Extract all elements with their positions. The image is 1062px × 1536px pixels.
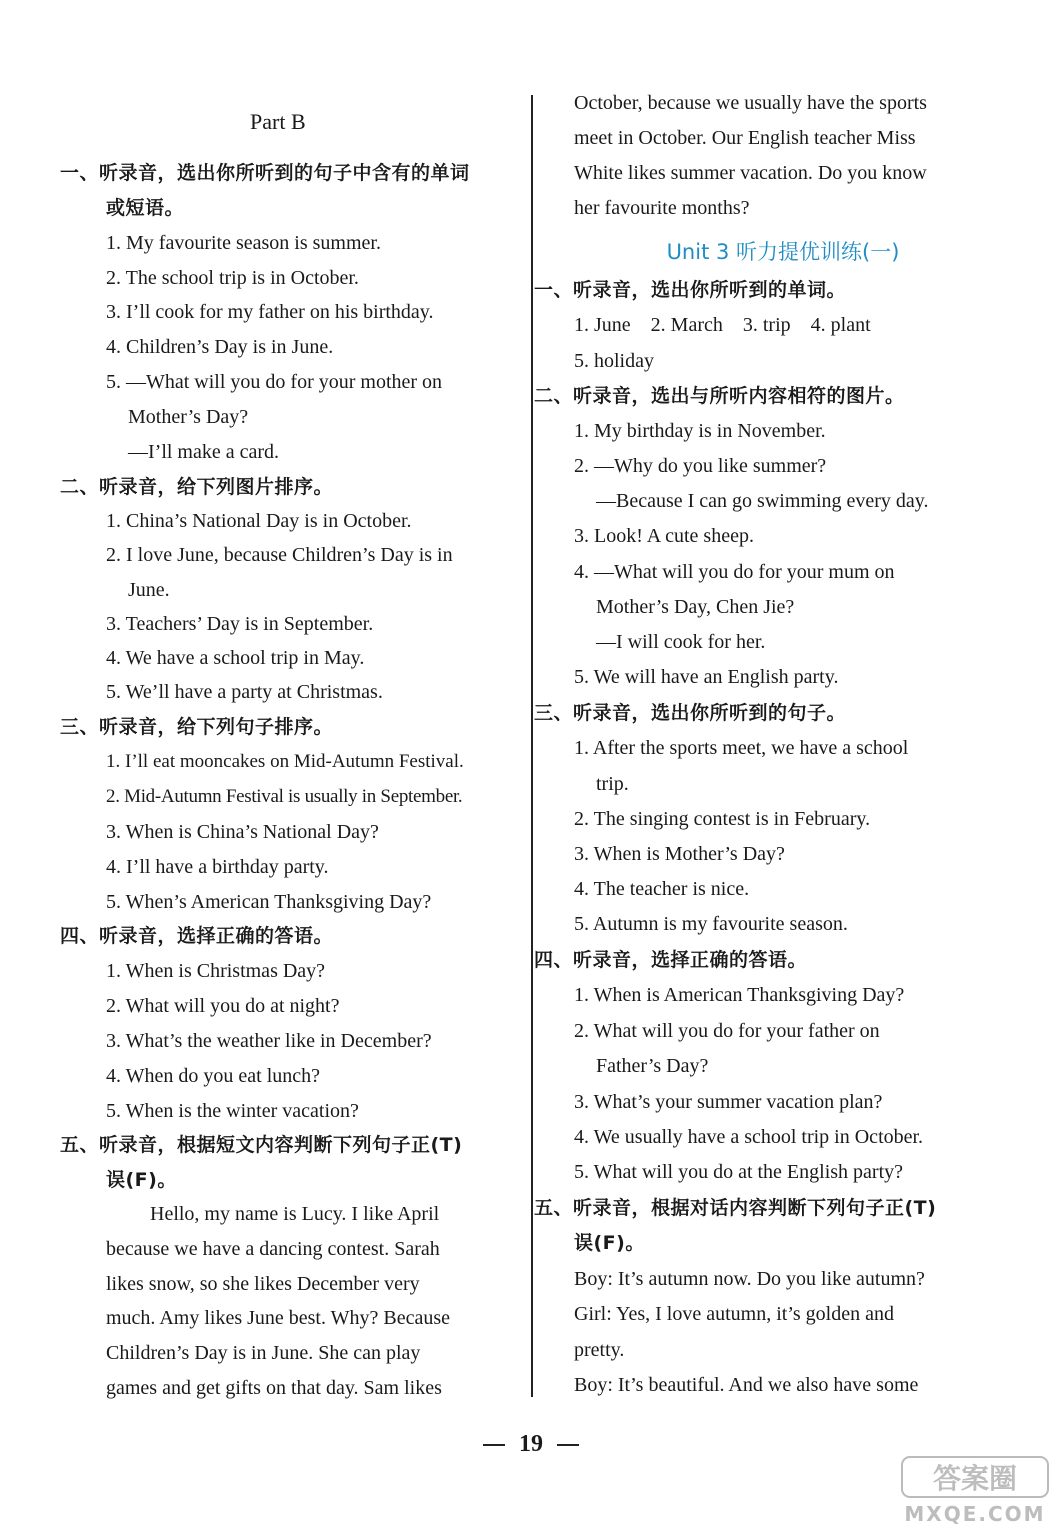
dash-left <box>483 1444 505 1446</box>
list-item-cont: trip. <box>596 773 629 795</box>
list-item-cont: Mother’s Day? <box>128 406 249 428</box>
list-item: 5. When is the winter vacation? <box>106 1100 359 1122</box>
list-item: 4. We usually have a school trip in October. <box>574 1126 924 1148</box>
list-item: 2. Mid-Autumn Festival is usually in September. <box>106 786 463 807</box>
section-heading-cont: 误(F)。 <box>106 1169 177 1191</box>
dialogue-line: pretty. <box>574 1339 625 1361</box>
dialogue-line: Boy: It’s autumn now. Do you like autumn? <box>574 1268 925 1290</box>
list-item: 3. When is China’s National Day? <box>106 821 379 843</box>
list-item-cont: —I’ll make a card. <box>128 441 280 463</box>
passage-line: games and get gifts on that day. Sam likes <box>106 1377 442 1399</box>
unit-title: Unit 3 听力提优训练(一) <box>666 240 900 264</box>
list-item: 1. I’ll eat mooncakes on Mid-Autumn Festival. <box>106 751 464 772</box>
list-item: 2. I love June, because Children’s Day is in <box>106 544 453 566</box>
list-item: 3. Teachers’ Day is in September. <box>106 613 374 635</box>
list-item: 3. What’s your summer vacation plan? <box>574 1091 883 1113</box>
section-heading-cont: 或短语。 <box>106 197 185 219</box>
list-item: 5. holiday <box>574 350 654 372</box>
passage-line: meet in October. Our English teacher Miss <box>574 127 916 149</box>
list-item-cont: —Because I can go swimming every day. <box>596 490 929 512</box>
list-item-cont: June. <box>128 579 170 601</box>
svg-text:MXQE.COM: MXQE.COM <box>904 1502 1046 1526</box>
list-item: 5. What will you do at the English party? <box>574 1161 904 1183</box>
list-item: 1. June 2. March 3. trip 4. plant <box>574 314 871 336</box>
list-item: 5. We will have an English party. <box>574 666 839 688</box>
dialogue-line: Girl: Yes, I love autumn, it’s golden and <box>574 1303 894 1325</box>
list-item-cont: —I will cook for her. <box>596 631 766 653</box>
dash-right <box>557 1444 579 1446</box>
list-item: 3. When is Mother’s Day? <box>574 843 785 865</box>
passage-line: White likes summer vacation. Do you know <box>574 162 927 184</box>
list-item-cont: Father’s Day? <box>596 1055 709 1077</box>
passage-line: likes snow, so she likes December very <box>106 1273 420 1295</box>
list-item: 1. After the sports meet, we have a school <box>574 737 909 759</box>
list-item: 1. When is Christmas Day? <box>106 960 326 982</box>
list-item: 1. China’s National Day is in October. <box>106 510 412 532</box>
svg-text:答案圈: 答案圈 <box>932 1462 1018 1495</box>
list-item: 4. We have a school trip in May. <box>106 647 365 669</box>
list-item: 2. The singing contest is in February. <box>574 808 871 830</box>
section-heading: 一、听录音，选出你所听到的单词。 <box>534 279 847 301</box>
list-item: 3. I’ll cook for my father on his birthday. <box>106 301 434 323</box>
list-item: 5. When’s American Thanksgiving Day? <box>106 891 432 913</box>
section-heading: 五、听录音，根据短文内容判断下列句子正(T) <box>60 1134 463 1156</box>
passage-line: her favourite months? <box>574 197 750 219</box>
passage-line: Hello, my name is Lucy. I like April <box>150 1203 440 1225</box>
list-item: 1. When is American Thanksgiving Day? <box>574 984 905 1006</box>
list-item: 2. What will you do for your father on <box>574 1020 880 1042</box>
section-heading: 四、听录音，选择正确的答语。 <box>534 949 808 971</box>
list-item: 3. What’s the weather like in December? <box>106 1030 432 1052</box>
list-item: 4. I’ll have a birthday party. <box>106 856 329 878</box>
section-heading: 四、听录音，选择正确的答语。 <box>60 925 334 947</box>
passage-line: because we have a dancing contest. Sarah <box>106 1238 440 1260</box>
list-item: 3. Look! A cute sheep. <box>574 525 754 547</box>
list-item-cont: Mother’s Day, Chen Jie? <box>596 596 795 618</box>
list-item: 2. The school trip is in October. <box>106 267 359 289</box>
list-item-text: 5. —What will you do for your mother on <box>106 371 443 393</box>
list-item: 5. Autumn is my favourite season. <box>574 913 848 935</box>
section-heading: 一、听录音，选出你所听到的句子中含有的单词 <box>60 162 470 184</box>
list-item: 5. We’ll have a party at Christmas. <box>106 681 383 703</box>
list-item <box>106 368 524 396</box>
list-item: 2. What will you do at night? <box>106 995 340 1017</box>
section-heading-cont: 误(F)。 <box>574 1232 645 1254</box>
site-watermark-logo <box>900 1455 1050 1527</box>
section-heading: 五、听录音，根据对话内容判断下列句子正(T) <box>534 1197 937 1219</box>
passage-line: much. Amy likes June best. Why? Because <box>106 1307 451 1329</box>
section-heading: 三、听录音，选出你所听到的句子。 <box>534 702 847 724</box>
dialogue-line: Boy: It’s beautiful. And we also have some <box>574 1374 919 1396</box>
section-heading: 二、听录音，给下列图片排序。 <box>60 476 334 498</box>
list-item: 4. The teacher is nice. <box>574 878 750 900</box>
section-heading: 三、听录音，给下列句子排序。 <box>60 716 334 738</box>
passage-line: October, because we usually have the sports <box>574 92 927 114</box>
section-heading: 二、听录音，选出与所听内容相符的图片。 <box>534 385 905 407</box>
column-divider <box>531 95 533 1397</box>
passage-line: Children’s Day is in June. She can play <box>106 1342 421 1364</box>
list-item: 4. —What will you do for your mum on <box>574 561 895 583</box>
list-item: 1. My favourite season is summer. <box>106 232 381 254</box>
page-number-text: 19 <box>519 1431 543 1457</box>
list-item: 2. —Why do you like summer? <box>574 455 827 477</box>
list-item: 4. Children’s Day is in June. <box>106 336 334 358</box>
list-item: 4. When do you eat lunch? <box>106 1065 321 1087</box>
part-title: Part B <box>250 109 306 134</box>
list-item: 1. My birthday is in November. <box>574 420 826 442</box>
